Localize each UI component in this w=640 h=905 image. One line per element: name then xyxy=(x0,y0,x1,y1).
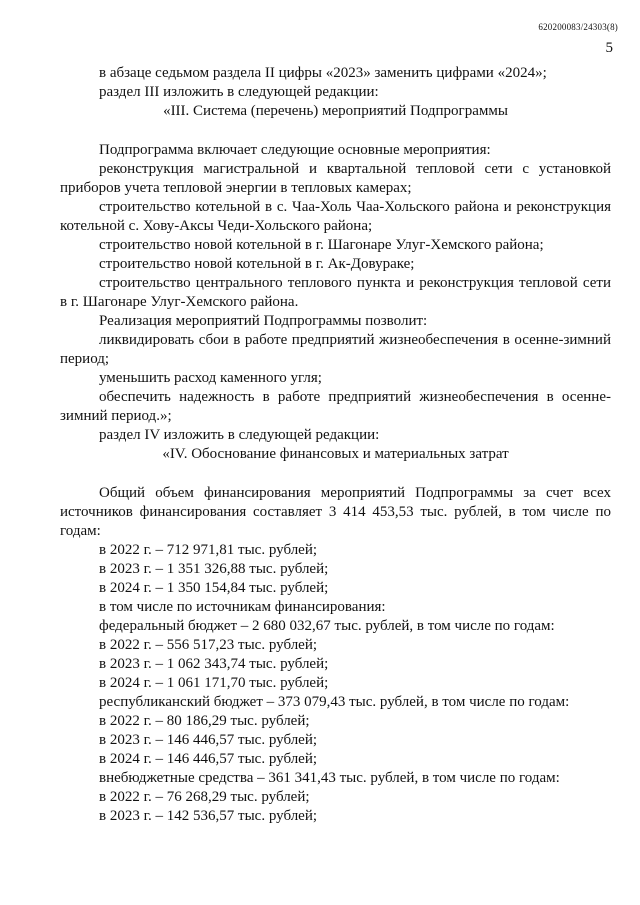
paragraph: в 2023 г. – 1 062 343,74 тыс. рублей; xyxy=(99,656,329,672)
paragraph: строительство новой котельной в г. Ак-Довураке; xyxy=(99,256,415,272)
paragraph: в 2022 г. – 80 186,29 тыс. рублей; xyxy=(99,713,310,729)
paragraph: внебюджетные средства – 361 341,43 тыс. рублей, в том числе по годам: xyxy=(99,770,560,786)
paragraph: в 2023 г. – 142 536,57 тыс. рублей; xyxy=(99,808,318,824)
paragraph: реконструкция магистральной и квартальной тепловой сети с установкой приборов учета тепловой энергии в тепловых камерах; xyxy=(60,161,611,196)
section-heading: «IV. Обоснование финансовых и материальных затрат xyxy=(162,446,509,462)
paragraph: в 2024 г. – 146 446,57 тыс. рублей; xyxy=(99,751,318,767)
section-heading: «III. Система (перечень) мероприятий Подпрограммы xyxy=(163,103,508,119)
paragraph: в том числе по источникам финансирования: xyxy=(99,599,386,615)
paragraph: обеспечить надежность в работе предприятий жизнеобеспечения в осенне-зимний период.»; xyxy=(60,389,611,424)
paragraph: Общий объем финансирования мероприятий Подпрограммы за счет всех источников финансирования составляет 3 414 453,53 тыс. рублей, в том числе по годам: xyxy=(60,485,611,539)
paragraph: строительство новой котельной в г. Шагонаре Улуг-Хемского района; xyxy=(99,237,544,253)
paragraph: федеральный бюджет – 2 680 032,67 тыс. рублей, в том числе по годам: xyxy=(99,618,555,634)
paragraph: в 2023 г. – 1 351 326,88 тыс. рублей; xyxy=(99,561,329,577)
paragraph: Реализация мероприятий Подпрограммы позволит: xyxy=(99,313,428,329)
paragraph: в 2024 г. – 1 350 154,84 тыс. рублей; xyxy=(99,580,329,596)
paragraph: в абзаце седьмом раздела II цифры «2023» заменить цифрами «2024»; xyxy=(99,65,547,81)
paragraph: раздел IV изложить в следующей редакции: xyxy=(99,427,380,443)
spacer xyxy=(60,464,611,484)
paragraph: строительство центрального теплового пункта и реконструкция тепловой сети в г. Шагонаре Улуг-Хемского района. xyxy=(60,275,611,310)
paragraph: в 2023 г. – 146 446,57 тыс. рублей; xyxy=(99,732,318,748)
paragraph: в 2022 г. – 76 268,29 тыс. рублей; xyxy=(99,789,310,805)
paragraph: строительство котельной в с. Чаа-Холь Чаа-Хольского района и реконструкция котельной с. Хову-Аксы Чеди-Хольского района; xyxy=(60,199,611,234)
paragraph: ликвидировать сбои в работе предприятий жизнеобеспечения в осенне-зимний период; xyxy=(60,332,611,367)
paragraph: Подпрограмма включает следующие основные мероприятия: xyxy=(99,142,491,158)
paragraph: в 2022 г. – 556 517,23 тыс. рублей; xyxy=(99,637,318,653)
document-body xyxy=(60,64,611,826)
spacer xyxy=(60,121,611,141)
page-number: 5 xyxy=(605,40,613,56)
document-id: 620200083/24303(8) xyxy=(538,22,618,32)
paragraph: республиканский бюджет – 373 079,43 тыс. рублей, в том числе по годам: xyxy=(99,694,570,710)
paragraph: уменьшить расход каменного угля; xyxy=(99,370,322,386)
paragraph: в 2024 г. – 1 061 171,70 тыс. рублей; xyxy=(99,675,329,691)
paragraph: раздел III изложить в следующей редакции: xyxy=(99,84,379,100)
paragraph: в 2022 г. – 712 971,81 тыс. рублей; xyxy=(99,542,318,558)
